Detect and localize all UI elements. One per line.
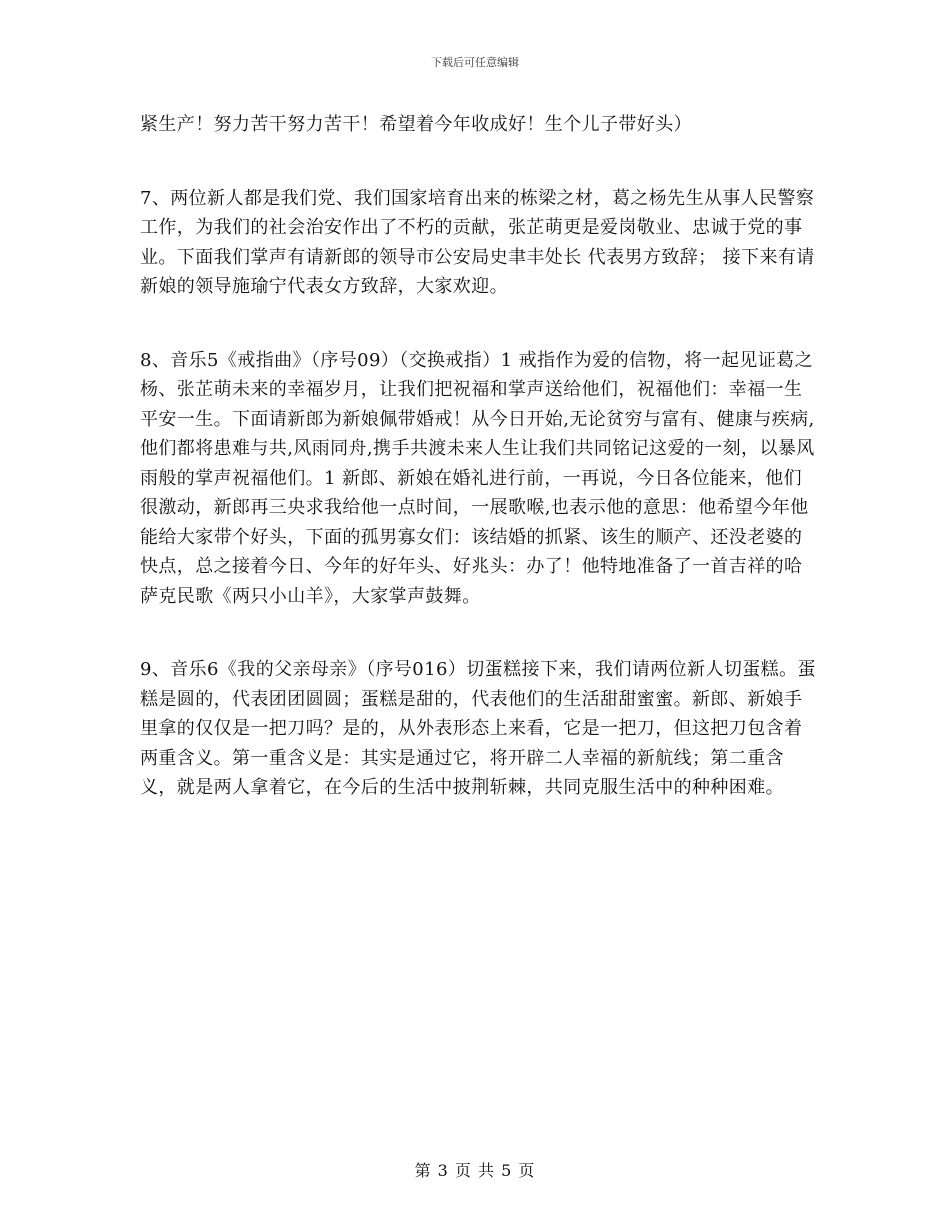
page-footer: 第 3 页 共 5 页: [414, 1161, 536, 1180]
paragraph-8: 8、音乐5《戒指曲》（序号09）（交换戒指）1 戒指作为爱的信物，将一起见证葛之杨、张芷萌未来的幸福岁月，让我们把祝福和掌声送给他们，祝福他们：幸福一生 平安一生。下面请新郎为新娘佩带婚戒！从今日开始,无论贫穷与富有、健康与疾病,他们都将患难与共,风雨同舟,携手共渡未来人生让我们共同铭记这爱的一刻，以暴风雨般的掌声祝福他们。1 新郎、新娘在婚礼进行前，一再说，今日各位能来，他们很激动，新郎再三央求我给他一点时间，一展歌喉,也表示他的意思：他希望今年他能给大家带个好头，下面的孤男寡女们：该结婚的抓紧、该生的顺产、还没老婆的快点，总之接着今日、今年的好年头、好兆头：办了！他特地准备了一首吉祥的哈萨克民歌《两只小山羊》，大家掌声鼓舞。: [140, 349, 815, 607]
document-body: [140, 110, 820, 847]
page-header: 下载后可任意编辑: [431, 56, 519, 69]
paragraph-7: 7、两位新人都是我们党、我们国家培育出来的栋梁之材，葛之杨先生从事人民警察工作，为我们的社会治安作出了不朽的贡献，张芷萌更是爱岗敬业、忠诚于党的事业。下面我们掌声有请新郎的领导市公安局史聿丰处长 代表男方致辞； 接下来有请新娘的领导施瑜宁代表女方致辞，大家欢迎。: [140, 187, 815, 297]
paragraph-continuation: 紧生产！努力苦干努力苦干！希望着今年收成好！生个儿子带好头）: [140, 114, 692, 135]
paragraph-9: 9、音乐6《我的父亲母亲》（序号016）切蛋糕接下来，我们请两位新人切蛋糕。蛋糕是圆的，代表团团圆圆；蛋糕是甜的，代表他们的生活甜甜蜜蜜。新郎、新娘手里拿的仅仅是一把刀吗？是的，从外表形态上来看，它是一把刀，但这把刀包含着两重含义。第一重含义是：其实是通过它，将开辟二人幸福的新航线；第二重含义，就是两人拿着它，在今后的生活中披荆斩棘，共同克服生活中的种种困难。: [140, 659, 816, 798]
